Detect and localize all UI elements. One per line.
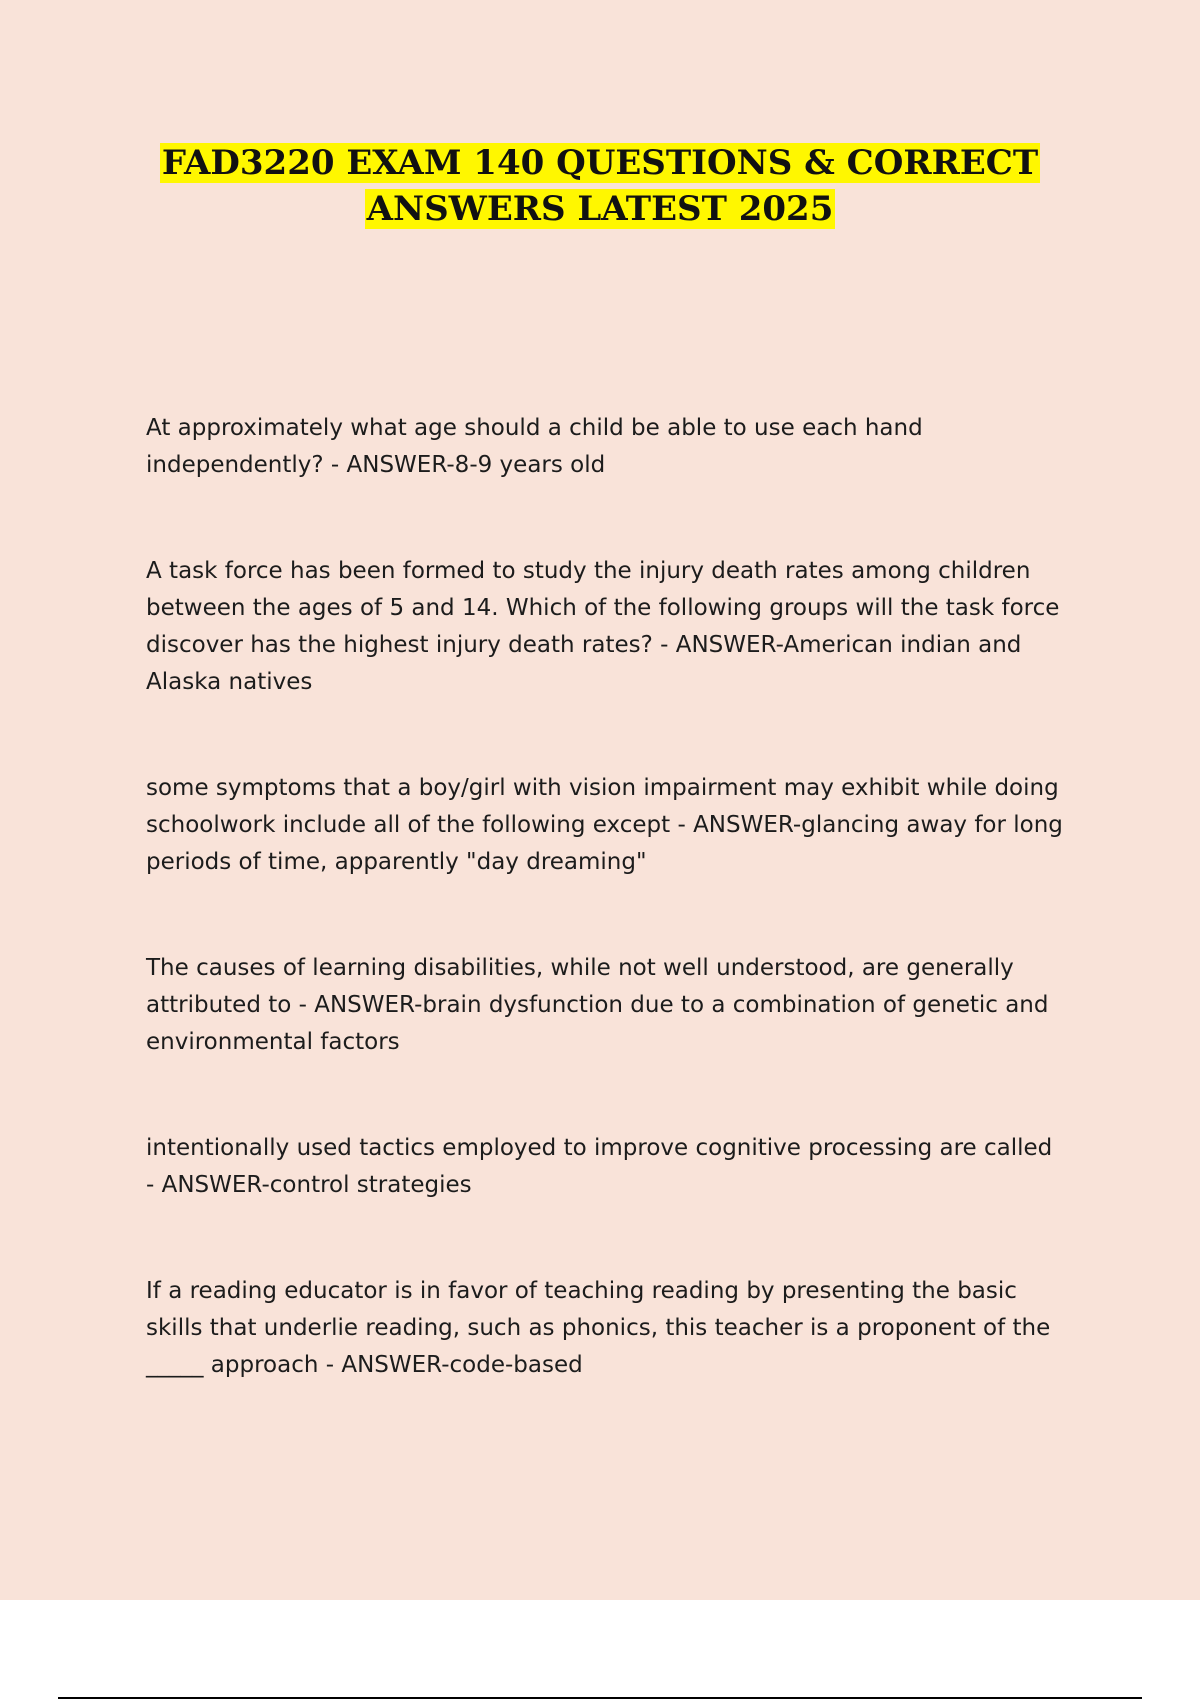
question-answer-item: A task force has been formed to study the injury death rates among children between the ages of 5 and 14. Which of the following groups will the task force discover has the highest injury death rates? - ANSWER-American indian and Alaska natives — [146, 558, 1060, 695]
question-answer-list — [146, 410, 1066, 1453]
question-answer-item: some symptoms that a boy/girl with vision impairment may exhibit while doing schoolwork include all of the following except - ANSWER-glancing away for long periods of time, apparently "day dreaming" — [146, 775, 1063, 875]
question-answer-item: At approximately what age should a child be able to use each hand independently? - ANSWER-8-9 years old — [146, 415, 923, 478]
question-answer-item: intentionally used tactics employed to improve cognitive processing are called - ANSWER-control strategies — [146, 1135, 1053, 1198]
footer-divider — [58, 1697, 1142, 1699]
title-line-1: FAD3220 EXAM 140 QUESTIONS & CORRECT — [161, 143, 1039, 183]
title-line-2: ANSWERS LATEST 2025 — [366, 189, 834, 229]
document-title — [0, 140, 1200, 232]
question-answer-item: The causes of learning disabilities, while not well understood, are generally attributed to - ANSWER-brain dysfunction due to a combination of genetic and environmental factors — [146, 955, 1049, 1055]
question-answer-item: If a reading educator is in favor of teaching reading by presenting the basic skills that underlie reading, such as phonics, this teacher is a proponent of the _____ approach - ANSWER-code-based — [146, 1278, 1051, 1378]
